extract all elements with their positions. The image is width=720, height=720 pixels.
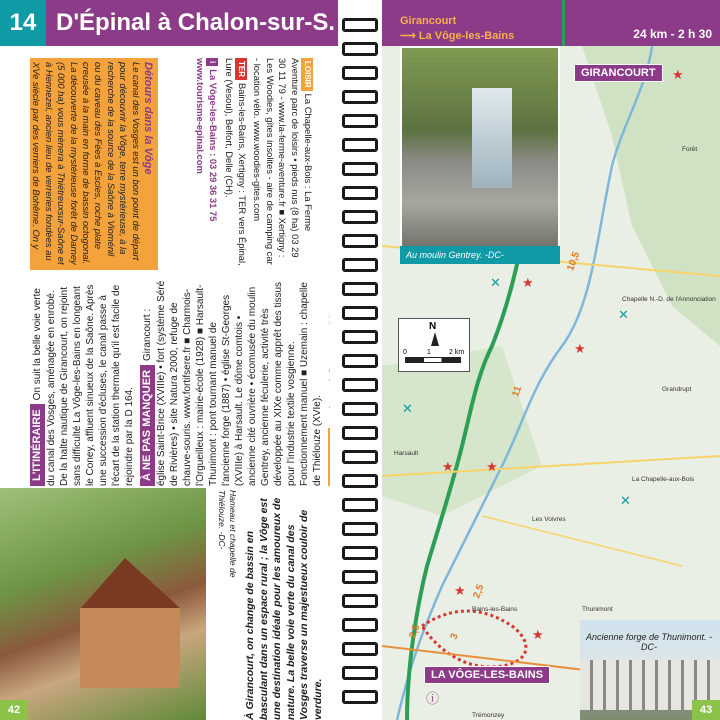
spiral-ring [342, 546, 378, 560]
spiral-ring [342, 138, 378, 152]
star-icon: ★ [532, 627, 544, 642]
map-place: Thunimont [582, 606, 613, 613]
page-number-right: 43 [692, 700, 720, 720]
itinerary-heading: L'ITINÉRAIRE [30, 404, 45, 486]
quote-text: À Girancourt, on change de bassin en basculant dans un espace rural ; la Vôge est une destination idéale pour les amoureux de nature. La belle voie verte du canal des Vosges traverse un majestueux couloir de verdure. [244, 497, 324, 720]
route-header-line [562, 0, 565, 46]
scale-2: 2 km [449, 349, 465, 356]
spiral-ring [342, 474, 378, 488]
page-number-left: 42 [0, 700, 28, 720]
spiral-ring [342, 618, 378, 632]
detours-text: Le canal des Vosges est un bon point de départ pour découvrir la Vôge, terre mystérieuse, à la recherche de la source de la Saône à Vioménil ou du caveau des Fées à Escles, roche plate creusée à la main en forme de bassin octogonal. La découverte de la mystérieuse forêt de Darney (5 000 ha) vous mènera à Thiétreuxsur-Saône et à Hennezel, ancien lieu de verreries fondées au XVe siècle par des verriers de Bohême. On y [31, 62, 142, 265]
scale-bar [405, 357, 461, 363]
spiral-ring [342, 642, 378, 656]
map-place: La Chapelle-aux-Bois [632, 476, 695, 483]
info-icon: i [206, 58, 218, 66]
map-place: Les Voivres [532, 516, 566, 523]
spiral-ring [342, 114, 378, 128]
spiral-ring [342, 306, 378, 320]
north-arrow-scale [398, 318, 470, 372]
spiral-ring [342, 186, 378, 200]
route-to [400, 29, 514, 42]
house-roof [70, 558, 180, 608]
spiral-ring [342, 570, 378, 584]
map-place: Grandrupt [662, 386, 692, 393]
km-marker: 2,5 [407, 623, 423, 640]
spiral-ring [342, 378, 378, 392]
km-marker: 11 [510, 384, 525, 399]
km-marker: 3 [448, 632, 461, 641]
spiral-ring [342, 42, 378, 56]
waterfall [472, 88, 512, 188]
lock-icon: ✕ [620, 493, 631, 508]
forge-caption: Ancienne forge de Thunimont. -DC- [585, 632, 713, 652]
hamlet-photo [0, 488, 206, 720]
star-icon: ★ [442, 459, 454, 474]
spiral-ring [342, 210, 378, 224]
star-icon: ★ [672, 67, 684, 82]
route-header [382, 0, 720, 46]
leisure-tag: LOISIR [301, 58, 313, 91]
lock-icon: ✕ [490, 275, 501, 290]
right-page [382, 0, 720, 720]
spiral-ring [342, 90, 378, 104]
hamlet-caption: Hameau et chapelle de Thiélouze. -DC- [217, 490, 238, 578]
house-wall [80, 608, 180, 688]
star-icon: ★ [574, 341, 586, 356]
star-icon: ★ [486, 459, 498, 474]
map-place: Chapelle N.-D. de l'Annonciation [622, 296, 716, 303]
practical-info [164, 58, 316, 270]
spiral-ring [342, 330, 378, 344]
scale-0: 0 [403, 349, 407, 356]
spiral-ring [342, 354, 378, 368]
mill-caption: Au moulin Gentrey. -DC- [400, 246, 560, 264]
spiral-ring [342, 402, 378, 416]
lock-icon: ✕ [618, 307, 629, 322]
compass-arrow-icon [431, 332, 439, 346]
map-place: Trémonzey [472, 712, 505, 719]
spiral-binding [338, 0, 382, 720]
spiral-ring [342, 594, 378, 608]
nearby-tag [328, 428, 330, 486]
km-marker: 2,5 [471, 583, 487, 600]
spiral-ring [342, 690, 378, 704]
detours-heading: Détours dans la Vôge [142, 62, 154, 175]
spiral-ring [342, 282, 378, 296]
spiral-ring [342, 426, 378, 440]
route-map [382, 46, 720, 720]
stage-number: 14 [0, 0, 46, 46]
lock-icon: ✕ [402, 401, 413, 416]
itinerary-text: On suit la belle voie verte du canal des Vosges, aménagée en enrobé. De la halte nautique de Girancourt, on rejoint sans difficulté La Vôge-les-Bains en longeant le Coney, affluent sinueux de la Saône. Après une succession d'écluses, le canal passe à l'écart de la station thermale qu'il est facile de rejoindre par la D 164. [32, 284, 135, 486]
spiral-ring [342, 18, 378, 32]
not-to-miss-heading: À NE PAS MANQUER [140, 365, 155, 486]
spiral-ring [342, 66, 378, 80]
mill-photo [400, 46, 560, 256]
star-icon: ★ [454, 583, 466, 598]
km-marker: 10,5 [565, 250, 583, 273]
detours-box [30, 58, 158, 270]
info-map-icon: ⓘ [426, 691, 440, 706]
spiral-ring [342, 234, 378, 248]
stage-title: D'Épinal à Chalon-sur-S. [46, 0, 338, 46]
distance-time: 24 km - 2 h 30 [633, 27, 712, 41]
leisure-text: La Chapelle-aux-Bois : La Ferme Aventure parc de loisirs • pieds nus (8 ha) 03 29 30 11 79 - www.la-ferme-aventure.fr ■ Xertigny : Les Woodies, gîtes insolites - aire de camping car - location vélo. www.woodies-gites.com [252, 58, 314, 265]
map-place: Bains-les-Bains [472, 606, 518, 613]
north-icon: N [429, 321, 437, 332]
train-text: Bains-les-Bains, Xertigny : TER vers Épinal, Lure (Vesoul), Belfort, Delle (CH). [223, 58, 248, 266]
spiral-ring [342, 450, 378, 464]
route-to-label: La Vôge-les-Bains [418, 30, 515, 42]
route-from: Girancourt [400, 15, 457, 27]
itinerary-column [30, 280, 330, 486]
arrow-icon: ⟶ [400, 30, 416, 42]
left-page [0, 0, 338, 720]
not-to-miss-text: Girancourt : église Saint-Brice (XVIIIe) • fort (système Séré de Rivières) • site Natura 2000, refuge de chauve-souris. www.fortifsere.fr ■ Charmois-l'Orgueilleux : mairie-école (1928) ■ Harsault-Thunimont : pont tournant manuel de l'ancienne forge (1887) • église St-Georges (XVIIIe) à Harsault. Le dôme comtois • ancienne cité ouvrière • écomusée du moulin Gentrey, ancienne féculerie, activité très développée au XIXe comme apprêt des tissus pour l'industrie textile vosgienne. Fonctionnement manuel ■ Uzemain : chapelle de Thiélouze (XVIe). [142, 280, 323, 486]
start-town-label: GIRANCOURT [574, 64, 663, 82]
spiral-ring [342, 498, 378, 512]
tourist-office-text: La Vôge-les-Bains : 03 29 36 31 75 www.tourisme-epinal.com [194, 58, 220, 222]
spiral-ring [342, 162, 378, 176]
map-place: Harsault [394, 450, 419, 457]
spiral-ring [342, 666, 378, 680]
spiral-ring [342, 258, 378, 272]
end-town-label: LA VÔGE-LES-BAINS [424, 666, 550, 684]
train-icon: TER [235, 58, 247, 80]
scale-1: 1 [427, 349, 431, 356]
spiral-ring [342, 522, 378, 536]
star-icon: ★ [522, 275, 534, 290]
map-place: Forêt [682, 146, 698, 153]
